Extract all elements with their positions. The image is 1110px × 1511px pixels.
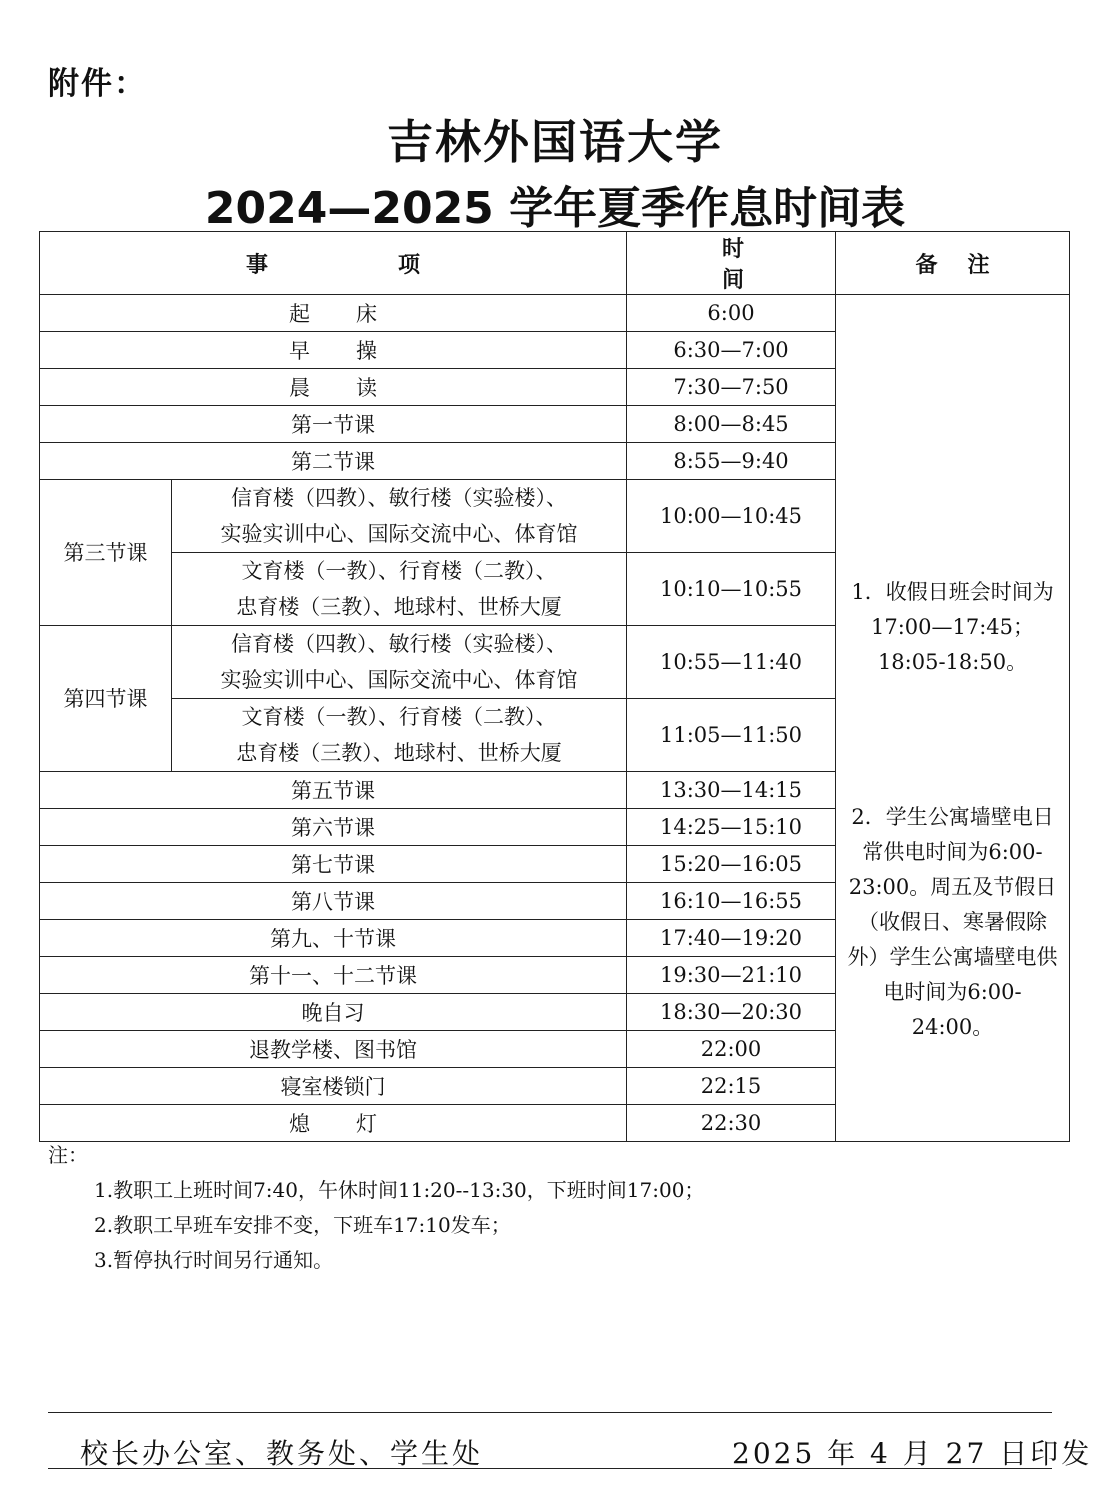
item-cell: 熄灯: [40, 1105, 627, 1142]
item-cell: 第六节课: [40, 809, 627, 846]
time-cell: 10:10—10:55: [627, 553, 836, 626]
time-cell: 7:30—7:50: [627, 369, 836, 406]
buildings-line: 实验实训中心、国际交流中心、体育馆: [220, 668, 578, 692]
notes-section: [48, 1138, 704, 1278]
buildings-cell: [172, 553, 627, 626]
item-cell: 退教学楼、图书馆: [40, 1031, 627, 1068]
document-subtitle: 2024—2025 学年夏季作息时间表: [204, 183, 906, 234]
remark-2: 2．学生公寓墙壁电日常供电时间为6:00-23:00。周五及节假日（收假日、寒暑假除外）学生公寓墙壁电供电时间为6:00-24:00。: [847, 805, 1058, 1039]
item-cell: 寝室楼锁门: [40, 1068, 627, 1105]
header-item: 事项: [40, 232, 627, 295]
group-cell-fourth-period: 第四节课: [40, 626, 172, 772]
schedule-table: [39, 231, 1070, 1142]
time-cell: 19:30—21:10: [627, 957, 836, 994]
time-cell: 14:25—15:10: [627, 809, 836, 846]
time-cell: 22:15: [627, 1068, 836, 1105]
note-item: 1.教职工上班时间7:40，午休时间11:20--13:30，下班时间17:00；: [94, 1178, 705, 1202]
time-cell: 13:30—14:15: [627, 772, 836, 809]
footer-date: 2025 年 4 月 27 日印发: [732, 1437, 1093, 1470]
remark-1: 1．收假日班会时间为 17:00—17:45；18:05-18:50。: [851, 580, 1054, 674]
buildings-cell: [172, 699, 627, 772]
remarks-cell: [836, 295, 1070, 1142]
header-time: 时间: [627, 232, 836, 295]
note-item: 2.教职工早班车安排不变，下班车17:10发车；: [94, 1213, 511, 1237]
time-cell: 8:00—8:45: [627, 406, 836, 443]
buildings-line: 实验实训中心、国际交流中心、体育馆: [220, 522, 578, 546]
attachment-label: 附件：: [48, 66, 147, 102]
time-cell: 18:30—20:30: [627, 994, 836, 1031]
buildings-line: 文育楼（一教）、行育楼（二教）、: [241, 559, 557, 583]
group-cell-third-period: 第三节课: [40, 480, 172, 626]
buildings-cell: [172, 480, 627, 553]
buildings-line: 信育楼（四教）、敏行楼（实验楼）、: [231, 632, 567, 656]
table-row: [40, 295, 1070, 332]
time-cell: 10:00—10:45: [627, 480, 836, 553]
time-cell: 6:30—7:00: [627, 332, 836, 369]
time-cell: 22:00: [627, 1031, 836, 1068]
buildings-line: 忠育楼（三教）、地球村、世桥大厦: [236, 741, 562, 765]
time-cell: 11:05—11:50: [627, 699, 836, 772]
time-cell: 22:30: [627, 1105, 836, 1142]
time-cell: 10:55—11:40: [627, 626, 836, 699]
item-cell: 第九、十节课: [40, 920, 627, 957]
item-cell: 晨读: [40, 369, 627, 406]
buildings-line: 文育楼（一教）、行育楼（二教）、: [241, 705, 557, 729]
time-cell: 17:40—19:20: [627, 920, 836, 957]
item-cell: 第十一、十二节课: [40, 957, 627, 994]
time-cell: 8:55—9:40: [627, 443, 836, 480]
time-cell: 16:10—16:55: [627, 883, 836, 920]
table-header-row: [40, 232, 1070, 295]
header-note: 备注: [836, 232, 1070, 295]
buildings-line: 忠育楼（三教）、地球村、世桥大厦: [236, 595, 562, 619]
item-cell: 早操: [40, 332, 627, 369]
time-cell: 6:00: [627, 295, 836, 332]
item-cell: 起床: [40, 295, 627, 332]
footer-bottom-rule: [48, 1468, 1052, 1469]
notes-label: 注：: [48, 1143, 88, 1167]
item-cell: 第八节课: [40, 883, 627, 920]
item-cell: 第五节课: [40, 772, 627, 809]
buildings-line: 信育楼（四教）、敏行楼（实验楼）、: [231, 486, 567, 510]
item-cell: 第一节课: [40, 406, 627, 443]
document-title: 吉林外国语大学: [387, 115, 723, 169]
item-cell: 晚自习: [40, 994, 627, 1031]
item-cell: 第七节课: [40, 846, 627, 883]
footer-top-rule: [48, 1412, 1052, 1413]
item-cell: 第二节课: [40, 443, 627, 480]
note-item: 3.暂停执行时间另行通知。: [94, 1248, 334, 1272]
time-cell: 15:20—16:05: [627, 846, 836, 883]
footer-issuer: 校长办公室、教务处、学生处: [80, 1437, 484, 1470]
buildings-cell: [172, 626, 627, 699]
